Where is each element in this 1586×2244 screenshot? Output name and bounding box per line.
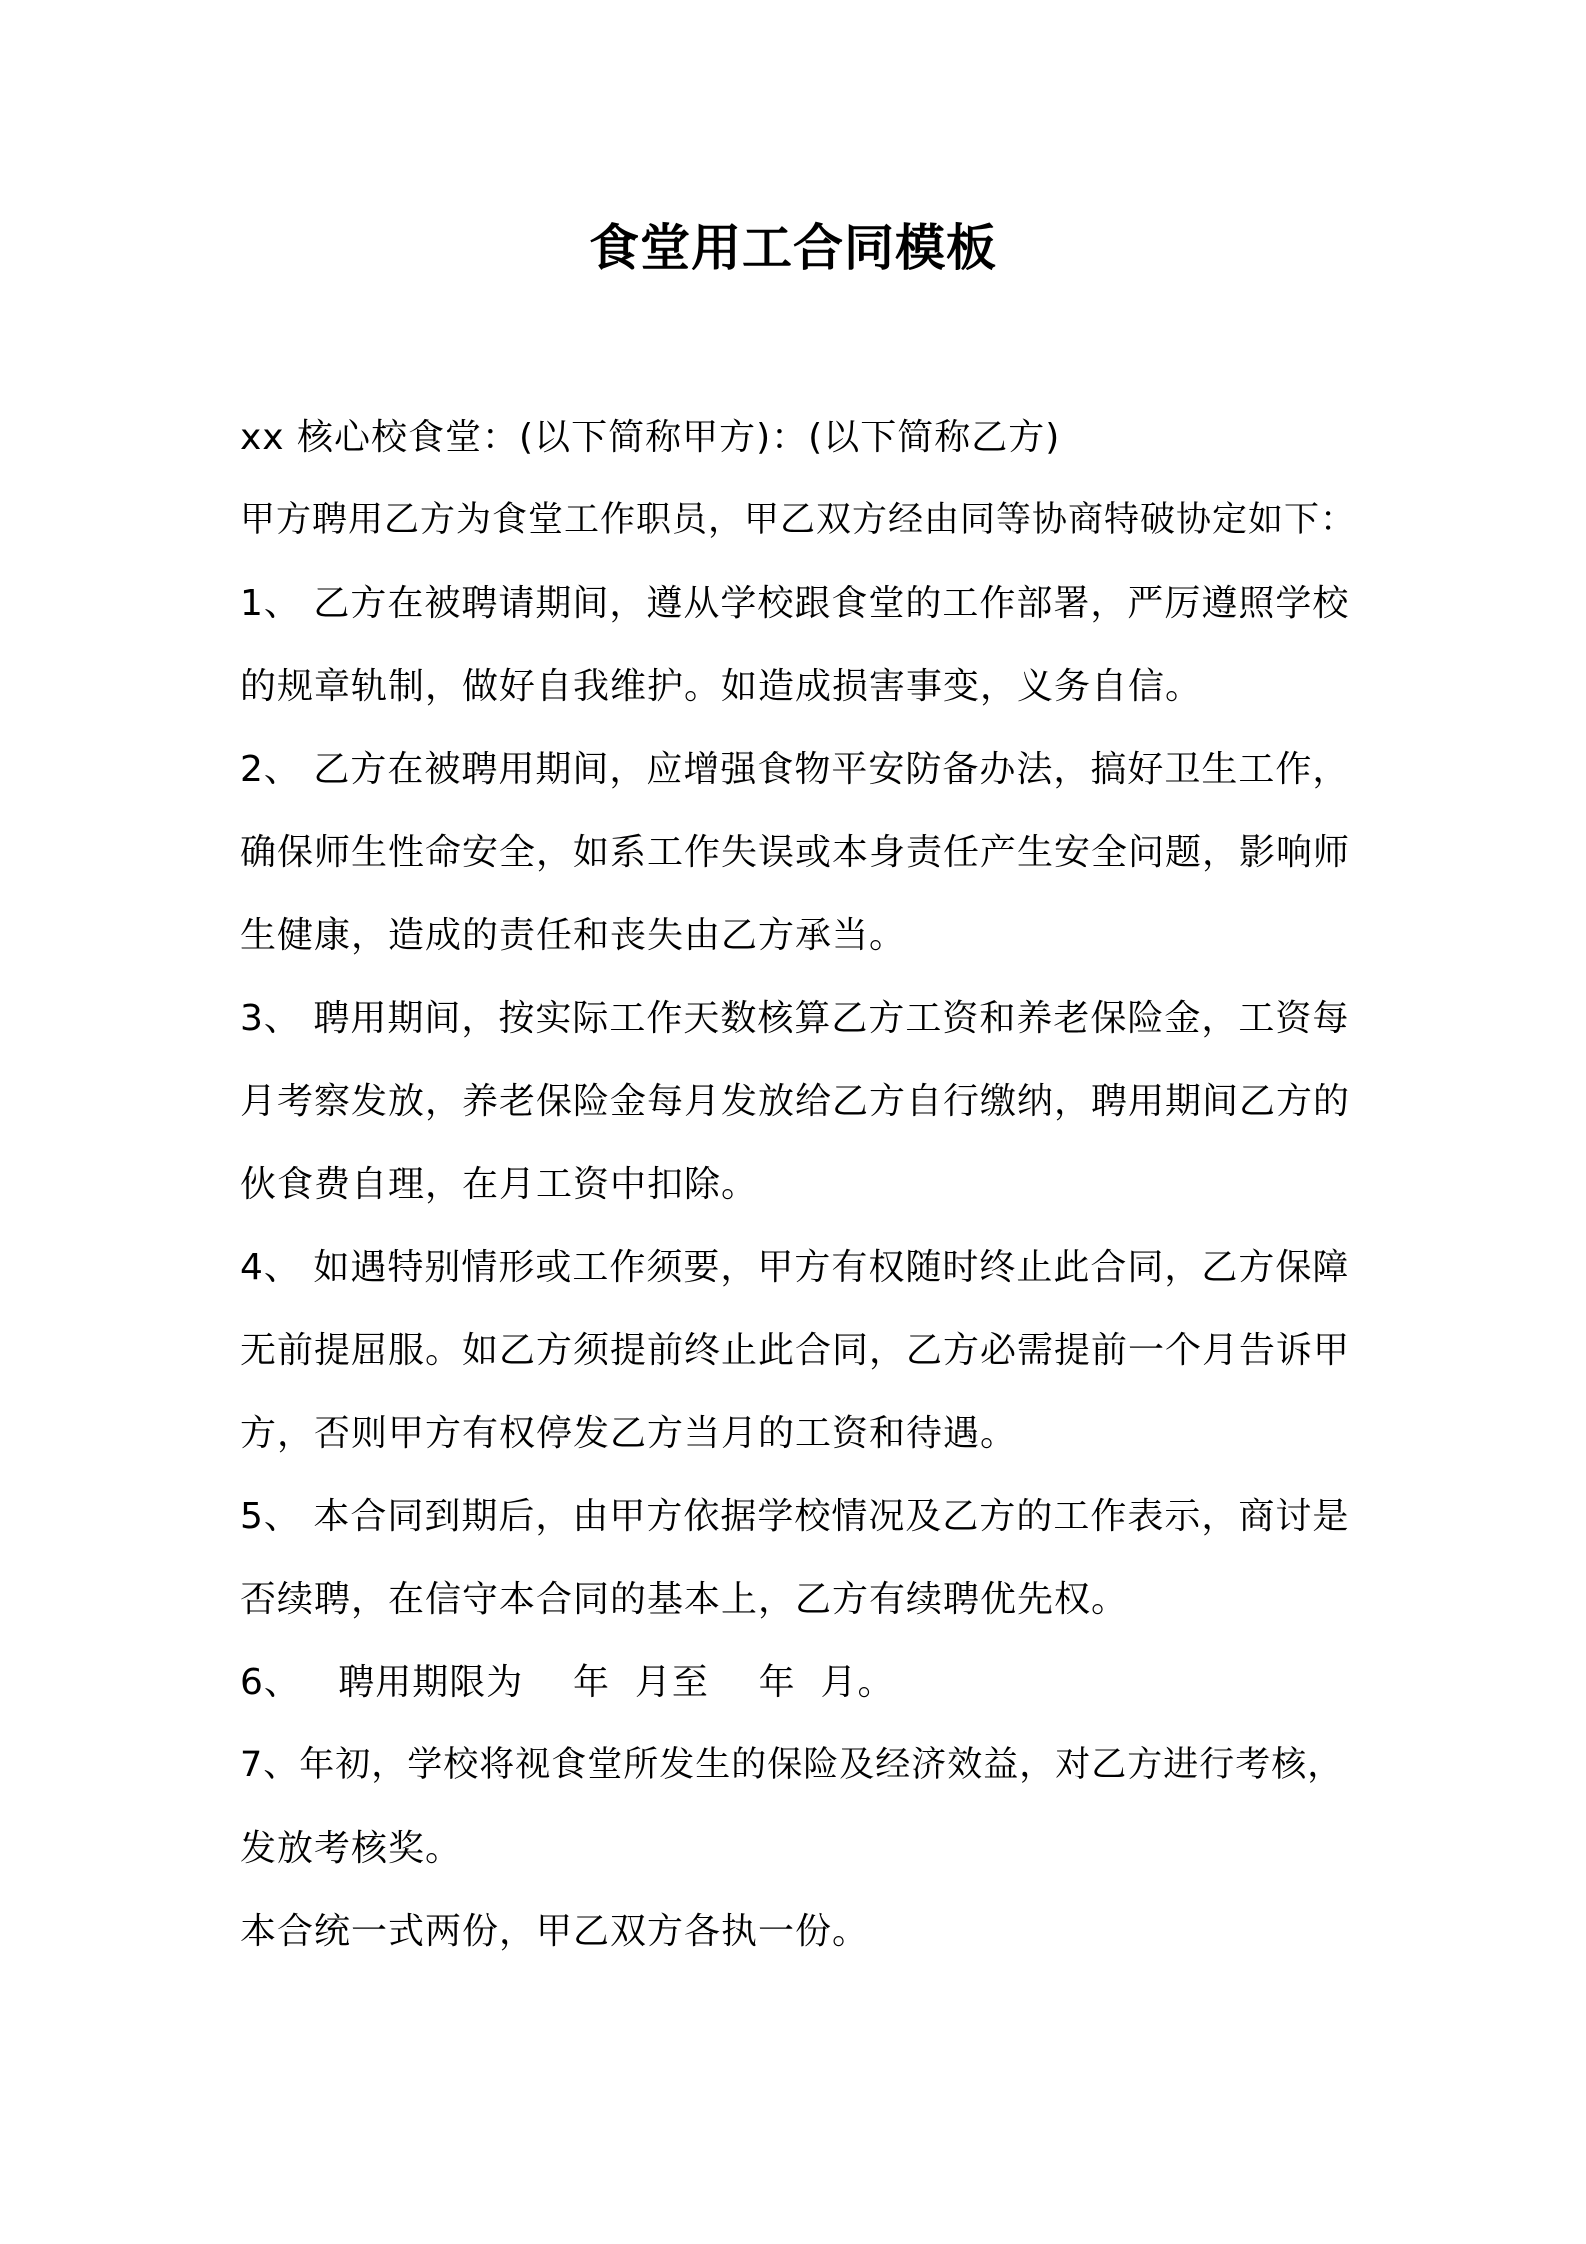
clause-2-line-2: 确保师生性命安全，如系工作失误或本身责任产生安全问题，影响师	[240, 832, 1351, 873]
clause-3-line-2: 月考察发放，养老保险金每月发放给乙方自行缴纳，聘用期间乙方的	[240, 1081, 1351, 1122]
preamble-line: 甲方聘用乙方为食堂工作职员，甲乙双方经由同等协商特破协定如下：	[240, 500, 1357, 540]
clause-4-line-2: 无前提屈服。如乙方须提前终止此合同，乙方必需提前一个月告诉甲	[240, 1330, 1351, 1371]
clause-2-line-1: 2、 乙方在被聘用期间，应增强食物平安防备办法，搞好卫生工作，	[240, 749, 1350, 790]
clause-1-line-2: 的规章轨制，做好自我维护。如造成损害事变，义务自信。	[240, 666, 1203, 707]
closing-line: 本合统一式两份，甲乙双方各执一份。	[240, 1911, 870, 1952]
parties-line: xx 核心校食堂：(以下简称甲方)：(以下简称乙方)	[240, 417, 1061, 458]
clause-2-line-3: 生健康，造成的责任和丧失由乙方承当。	[240, 915, 907, 956]
clause-3-line-3: 伙食费自理，在月工资中扣除。	[240, 1164, 759, 1205]
clause-4-line-3: 方，否则甲方有权停发乙方当月的工资和待遇。	[240, 1413, 1018, 1454]
clause-5-line-1: 5、 本合同到期后，由甲方依据学校情况及乙方的工作表示，商讨是	[240, 1496, 1350, 1537]
document-title: 食堂用工合同模板	[589, 219, 997, 277]
clause-4-line-1: 4、 如遇特别情形或工作须要，甲方有权随时终止此合同，乙方保障	[240, 1247, 1350, 1288]
clause-5-line-2: 否续聘，在信守本合同的基本上，乙方有续聘优先权。	[240, 1579, 1129, 1620]
clause-7-line-2: 发放考核奖。	[240, 1828, 463, 1869]
clause-3-line-1: 3、 聘用期间，按实际工作天数核算乙方工资和养老保险金，工资每	[240, 998, 1350, 1039]
clause-7-line-1: 7、年初，学校将视食堂所发生的保险及经济效益，对乙方进行考核，	[240, 1745, 1344, 1785]
clause-6-line: 6、 聘用期限为 年 月至 年 月。	[240, 1662, 895, 1703]
clause-1-line-1: 1、 乙方在被聘请期间，遵从学校跟食堂的工作部署，严厉遵照学校	[240, 583, 1350, 624]
document-body	[240, 396, 1360, 1973]
